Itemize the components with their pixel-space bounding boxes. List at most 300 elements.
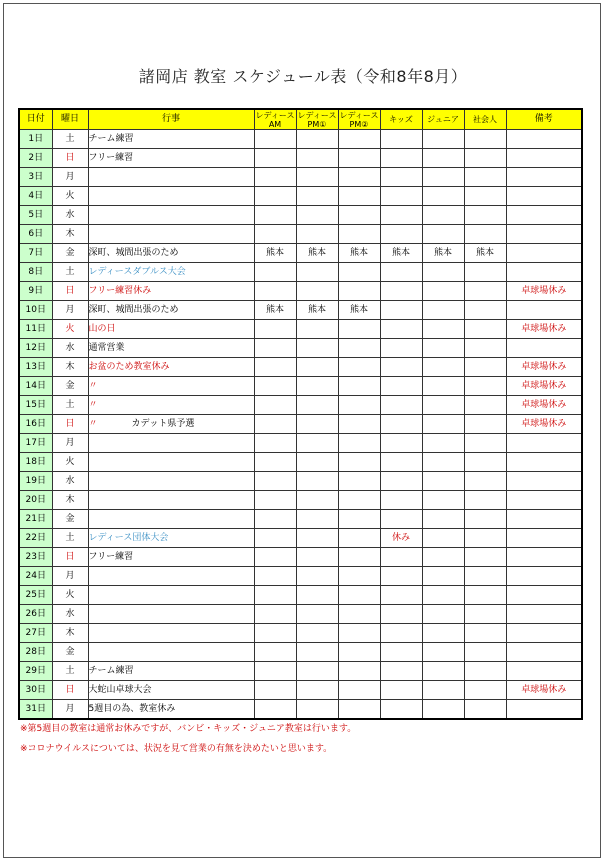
event-cell [88, 130, 254, 149]
weekday-cell: 火 [52, 320, 88, 339]
date-cell: 7日 [19, 244, 52, 263]
date-cell: 20日 [19, 491, 52, 510]
kids-cell [380, 301, 422, 320]
date-cell: 21日 [19, 510, 52, 529]
header-ladies-pm2: レディースPM② [339, 110, 379, 129]
table-row [19, 453, 582, 472]
ladies-pm1-cell [296, 529, 338, 548]
junior-cell [422, 472, 464, 491]
weekday-cell: 月 [52, 434, 88, 453]
ladies-pm2-cell [338, 377, 380, 396]
event-text: お盆のため教室休み [88, 361, 170, 372]
weekday-cell: 木 [52, 225, 88, 244]
adult-cell [464, 168, 506, 187]
ladies-am-cell [254, 263, 296, 282]
ladies-am-cell [254, 472, 296, 491]
junior-cell [422, 187, 464, 206]
kids-cell [380, 320, 422, 339]
event-cell [88, 605, 254, 624]
kids-cell [380, 225, 422, 244]
event-cell [88, 510, 254, 529]
ladies-pm1-cell [296, 187, 338, 206]
date-cell: 27日 [19, 624, 52, 643]
ladies-pm1-cell [296, 149, 338, 168]
junior-cell [422, 339, 464, 358]
junior-cell [422, 377, 464, 396]
ladies-pm2-cell [338, 510, 380, 529]
event-text: チーム練習 [88, 665, 134, 676]
kids-cell [380, 263, 422, 282]
date-cell: 5日 [19, 206, 52, 225]
date-cell: 23日 [19, 548, 52, 567]
ladies-am-cell [254, 320, 296, 339]
event-cell [88, 681, 254, 700]
table-row [19, 130, 582, 149]
table-row [19, 244, 582, 263]
weekday-cell: 木 [52, 358, 88, 377]
weekday-cell: 木 [52, 624, 88, 643]
ladies-pm2-cell [338, 187, 380, 206]
date-cell: 31日 [19, 700, 52, 720]
notes-cell [506, 130, 582, 149]
event-cell [88, 244, 254, 263]
table-row [19, 358, 582, 377]
weekday-cell: 日 [52, 149, 88, 168]
event-cell [88, 206, 254, 225]
ladies-pm1-cell [296, 605, 338, 624]
kids-cell [380, 491, 422, 510]
table-row [19, 396, 582, 415]
ladies-pm2-cell [338, 700, 380, 720]
event-cell [88, 434, 254, 453]
table-row [19, 586, 582, 605]
date-cell: 10日 [19, 301, 52, 320]
ladies-pm1-cell [296, 415, 338, 434]
ladies-am-cell [254, 434, 296, 453]
notes-cell [506, 529, 582, 548]
ladies-am-cell [254, 491, 296, 510]
ladies-am-cell [254, 548, 296, 567]
footnote-fifth-week: ※第5週目の教室は通常お休みですが、バンビ・キッズ・ジュニア教室は行います。 [20, 724, 357, 734]
kids-cell [380, 681, 422, 700]
table-row [19, 282, 582, 301]
table-row [19, 301, 582, 320]
notes-cell [506, 168, 582, 187]
ladies-pm1-cell [296, 681, 338, 700]
footnote-corona: ※コロナウイルスについては、状況を見て営業の有無を決めたいと思います。 [20, 744, 333, 754]
adult-cell [464, 510, 506, 529]
weekday-cell: 金 [52, 510, 88, 529]
kids-cell [380, 605, 422, 624]
ladies-am-cell [254, 643, 296, 662]
table-row [19, 491, 582, 510]
table-row [19, 567, 582, 586]
ladies-pm2-cell [338, 149, 380, 168]
ladies-am-cell [254, 510, 296, 529]
adult-cell [464, 358, 506, 377]
adult-cell [464, 320, 506, 339]
event-text: フリー練習休み [88, 285, 152, 296]
notes-cell [506, 244, 582, 263]
ladies-pm2-cell [338, 529, 380, 548]
notes-cell [506, 567, 582, 586]
ladies-am-cell [254, 130, 296, 149]
event-cell [88, 453, 254, 472]
ladies-am-cell [254, 605, 296, 624]
event-cell [88, 643, 254, 662]
header-ladies-pm1: レディースPM① [297, 110, 337, 129]
junior-cell [422, 225, 464, 244]
weekday-cell: 金 [52, 244, 88, 263]
notes-cell [506, 263, 582, 282]
ladies-pm1-cell: 熊本 [296, 301, 338, 320]
kids-cell [380, 548, 422, 567]
date-cell: 28日 [19, 643, 52, 662]
kids-cell [380, 130, 422, 149]
adult-cell [464, 396, 506, 415]
adult-cell [464, 149, 506, 168]
adult-cell [464, 605, 506, 624]
event-cell [88, 263, 254, 282]
kids-cell [380, 586, 422, 605]
date-cell: 29日 [19, 662, 52, 681]
date-cell: 2日 [19, 149, 52, 168]
notes-cell [506, 491, 582, 510]
ladies-am-cell [254, 662, 296, 681]
ladies-pm1-cell [296, 662, 338, 681]
ladies-am-cell [254, 377, 296, 396]
weekday-cell: 土 [52, 396, 88, 415]
table-row [19, 206, 582, 225]
table-row [19, 643, 582, 662]
ladies-am-cell [254, 149, 296, 168]
notes-cell [506, 548, 582, 567]
adult-cell [464, 377, 506, 396]
ladies-am-cell [254, 168, 296, 187]
header-ladies-am: レディース AM [255, 110, 295, 129]
table-row [19, 263, 582, 282]
kids-cell [380, 453, 422, 472]
date-cell: 8日 [19, 263, 52, 282]
ladies-am-cell [254, 282, 296, 301]
ladies-pm2-cell [338, 206, 380, 225]
junior-cell [422, 301, 464, 320]
ladies-am-cell [254, 700, 296, 720]
ladies-pm1-cell [296, 225, 338, 244]
event-text: 〃 [88, 380, 98, 391]
adult-cell [464, 339, 506, 358]
ladies-pm1-cell: 熊本 [296, 244, 338, 263]
adult-cell [464, 187, 506, 206]
event-text: 〃 [88, 418, 98, 429]
junior-cell [422, 149, 464, 168]
ladies-pm1-cell [296, 130, 338, 149]
junior-cell [422, 643, 464, 662]
event-text: 大蛇山卓球大会 [88, 684, 152, 695]
kids-cell [380, 700, 422, 720]
date-cell: 3日 [19, 168, 52, 187]
junior-cell [422, 567, 464, 586]
table-row [19, 624, 582, 643]
schedule-table [18, 108, 583, 720]
notes-cell [506, 225, 582, 244]
adult-cell [464, 567, 506, 586]
kids-cell [380, 358, 422, 377]
event-text: レディース団体大会 [88, 532, 169, 543]
junior-cell [422, 282, 464, 301]
table-row [19, 415, 582, 434]
event-cell [88, 662, 254, 681]
ladies-am-cell [254, 624, 296, 643]
ladies-pm2-cell [338, 491, 380, 510]
weekday-cell: 木 [52, 491, 88, 510]
weekday-cell: 土 [52, 529, 88, 548]
adult-cell [464, 130, 506, 149]
kids-cell [380, 643, 422, 662]
kids-cell [380, 415, 422, 434]
junior-cell [422, 700, 464, 720]
header-weekday: 曜日 [52, 109, 88, 130]
kids-cell [380, 206, 422, 225]
notes-cell: 卓球場休み [506, 396, 582, 415]
event-text: 通常営業 [88, 342, 125, 353]
table-row [19, 225, 582, 244]
header-adult: 社会人 [464, 109, 506, 130]
weekday-cell: 土 [52, 263, 88, 282]
table-row [19, 662, 582, 681]
table-row [19, 320, 582, 339]
ladies-pm1-cell [296, 358, 338, 377]
adult-cell [464, 282, 506, 301]
table-row [19, 529, 582, 548]
ladies-am-cell [254, 415, 296, 434]
notes-cell [506, 605, 582, 624]
ladies-am-cell [254, 358, 296, 377]
event-cell [88, 149, 254, 168]
event-cell [88, 282, 254, 301]
ladies-pm2-cell [338, 320, 380, 339]
kids-cell [380, 567, 422, 586]
header-kids: キッズ [380, 109, 422, 130]
table-row [19, 605, 582, 624]
kids-cell [380, 168, 422, 187]
event-cell [88, 586, 254, 605]
notes-cell [506, 434, 582, 453]
notes-cell [506, 624, 582, 643]
table-row [19, 510, 582, 529]
adult-cell [464, 624, 506, 643]
table-row [19, 339, 582, 358]
adult-cell [464, 434, 506, 453]
junior-cell [422, 529, 464, 548]
notes-cell [506, 510, 582, 529]
junior-cell [422, 358, 464, 377]
ladies-pm2-cell [338, 225, 380, 244]
date-cell: 16日 [19, 415, 52, 434]
ladies-pm2-cell [338, 586, 380, 605]
adult-cell: 熊本 [464, 244, 506, 263]
ladies-pm2-cell [338, 453, 380, 472]
weekday-cell: 日 [52, 681, 88, 700]
event-cell [88, 225, 254, 244]
adult-cell [464, 548, 506, 567]
ladies-am-cell [254, 225, 296, 244]
ladies-pm1-cell [296, 510, 338, 529]
junior-cell [422, 605, 464, 624]
weekday-cell: 水 [52, 472, 88, 491]
ladies-pm2-cell [338, 415, 380, 434]
ladies-pm2-cell [338, 434, 380, 453]
table-row [19, 434, 582, 453]
date-cell: 12日 [19, 339, 52, 358]
weekday-cell: 月 [52, 567, 88, 586]
notes-cell: 卓球場休み [506, 282, 582, 301]
table-row [19, 149, 582, 168]
date-cell: 6日 [19, 225, 52, 244]
date-cell: 18日 [19, 453, 52, 472]
event-cell [88, 320, 254, 339]
junior-cell [422, 130, 464, 149]
weekday-cell: 土 [52, 130, 88, 149]
date-cell: 30日 [19, 681, 52, 700]
junior-cell [422, 434, 464, 453]
adult-cell [464, 263, 506, 282]
ladies-pm1-cell [296, 282, 338, 301]
ladies-pm1-cell [296, 377, 338, 396]
ladies-pm2-cell [338, 605, 380, 624]
table-row [19, 681, 582, 700]
ladies-pm2-cell [338, 130, 380, 149]
ladies-am-cell [254, 339, 296, 358]
ladies-pm2-cell [338, 358, 380, 377]
event-text: 深町、城間出張のため [88, 247, 179, 258]
event-cell [88, 358, 254, 377]
ladies-pm2-cell [338, 168, 380, 187]
table-row [19, 187, 582, 206]
event-cell [88, 415, 254, 434]
weekday-cell: 土 [52, 662, 88, 681]
kids-cell [380, 187, 422, 206]
ladies-am-cell [254, 586, 296, 605]
weekday-cell: 金 [52, 377, 88, 396]
notes-cell [506, 662, 582, 681]
event-cell [88, 377, 254, 396]
kids-cell [380, 662, 422, 681]
adult-cell [464, 225, 506, 244]
header-row [19, 109, 582, 130]
notes-cell [506, 700, 582, 720]
junior-cell [422, 396, 464, 415]
ladies-pm1-cell [296, 643, 338, 662]
ladies-pm1-cell [296, 453, 338, 472]
notes-cell [506, 643, 582, 662]
table-row [19, 377, 582, 396]
ladies-pm2-cell [338, 662, 380, 681]
ladies-am-cell [254, 681, 296, 700]
date-cell: 15日 [19, 396, 52, 415]
notes-cell: 卓球場休み [506, 681, 582, 700]
ladies-pm1-cell [296, 586, 338, 605]
ladies-pm1-cell [296, 320, 338, 339]
junior-cell [422, 624, 464, 643]
ladies-pm1-cell [296, 548, 338, 567]
notes-cell [506, 586, 582, 605]
adult-cell [464, 301, 506, 320]
header-event: 行事 [88, 109, 254, 130]
kids-cell [380, 396, 422, 415]
ladies-am-cell [254, 529, 296, 548]
notes-cell [506, 301, 582, 320]
ladies-am-cell [254, 567, 296, 586]
header-junior: ジュニア [422, 109, 464, 130]
weekday-cell: 日 [52, 548, 88, 567]
ladies-am-cell [254, 453, 296, 472]
ladies-pm2-cell [338, 624, 380, 643]
ladies-pm1-cell [296, 700, 338, 720]
weekday-cell: 月 [52, 301, 88, 320]
ladies-pm1-cell [296, 472, 338, 491]
adult-cell [464, 681, 506, 700]
adult-cell [464, 662, 506, 681]
event-extra-text: カデット県予選 [131, 418, 195, 429]
event-cell [88, 339, 254, 358]
adult-cell [464, 472, 506, 491]
adult-cell [464, 415, 506, 434]
kids-cell [380, 510, 422, 529]
weekday-cell: 月 [52, 700, 88, 720]
event-cell [88, 624, 254, 643]
ladies-am-cell [254, 396, 296, 415]
table-row [19, 700, 582, 720]
junior-cell: 熊本 [422, 244, 464, 263]
adult-cell [464, 700, 506, 720]
notes-cell: 卓球場休み [506, 377, 582, 396]
ladies-pm1-cell [296, 263, 338, 282]
kids-cell: 休み [380, 529, 422, 548]
event-text: フリー練習 [88, 551, 134, 562]
junior-cell [422, 263, 464, 282]
junior-cell [422, 206, 464, 225]
event-cell [88, 491, 254, 510]
weekday-cell: 火 [52, 187, 88, 206]
ladies-pm2-cell [338, 567, 380, 586]
date-cell: 24日 [19, 567, 52, 586]
date-cell: 26日 [19, 605, 52, 624]
weekday-cell: 水 [52, 605, 88, 624]
event-cell [88, 567, 254, 586]
ladies-pm2-cell [338, 339, 380, 358]
date-cell: 14日 [19, 377, 52, 396]
ladies-am-cell: 熊本 [254, 244, 296, 263]
kids-cell [380, 377, 422, 396]
ladies-pm1-cell [296, 491, 338, 510]
event-text: 深町、城間出張のため [88, 304, 179, 315]
kids-cell [380, 624, 422, 643]
date-cell: 9日 [19, 282, 52, 301]
weekday-cell: 火 [52, 453, 88, 472]
notes-cell: 卓球場休み [506, 415, 582, 434]
weekday-cell: 月 [52, 168, 88, 187]
ladies-am-cell: 熊本 [254, 301, 296, 320]
ladies-pm2-cell [338, 263, 380, 282]
event-text: 山の日 [88, 323, 116, 334]
ladies-pm1-cell [296, 339, 338, 358]
adult-cell [464, 643, 506, 662]
table-row [19, 168, 582, 187]
weekday-cell: 水 [52, 206, 88, 225]
date-cell: 17日 [19, 434, 52, 453]
notes-cell: 卓球場休み [506, 320, 582, 339]
